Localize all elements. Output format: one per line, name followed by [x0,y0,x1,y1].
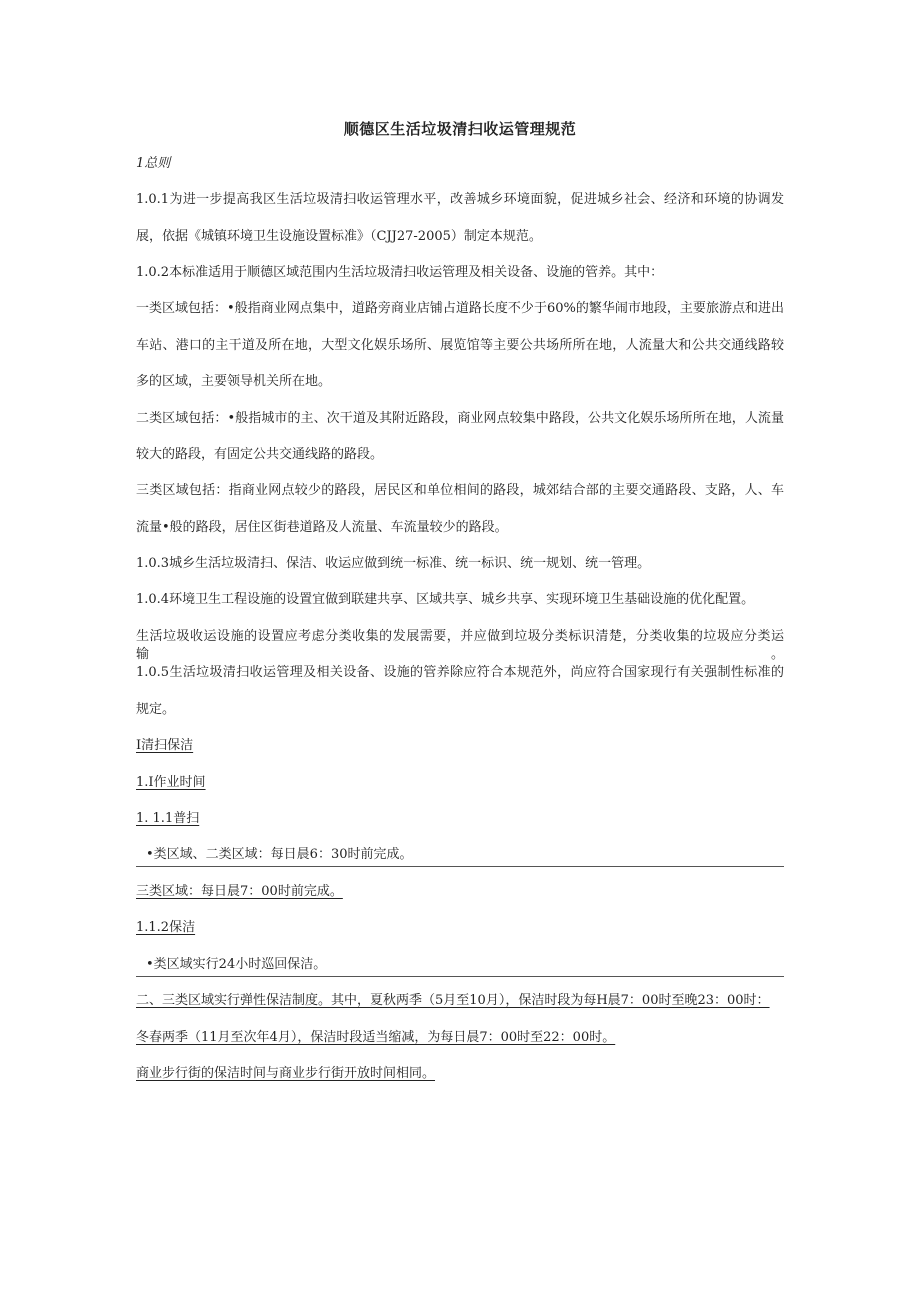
paragraph-line: 生活垃圾收运设施的设置应考虑分类收集的发展需要，并应做到垃圾分类标识清楚，分类收集的垃圾应分类运输。 [136,629,784,662]
paragraph-line: 商业步行街的保洁时间与商业步行街开放时间相同。 [136,1066,436,1081]
paragraph-line: •类区域、二类区域：每日晨6：30时前完成。 [146,847,413,862]
subsection-heading-work-time: 1.I作业时间 [136,775,206,790]
paragraph-line: 流量•般的路段，居住区街巷道路及人流量、车流量较少的路段。 [136,520,508,535]
paragraph-line: 多的区域，主要领导机关所在地。 [136,374,332,389]
underline-rule [136,866,784,867]
paragraph-line: 1.0.2本标准适用于顺德区域范围内生活垃圾清扫收运管理及相关设备、设施的管养。其中： [136,265,664,280]
paragraph-line: 三类区域：每日晨7：00时前完成。 [136,884,343,899]
paragraph-line: 规定。 [136,702,176,717]
paragraph-line: 展，依据《城镇环境卫生设施设置标准》（CJJ27-2005）制定本规范。 [136,229,542,244]
paragraph-line: 车站、港口的主干道及所在地，大型文化娱乐场所、展览馆等主要公共场所所在地，人流量大和公共交通线路较 [136,338,784,353]
document-title: 顺德区生活垃圾清扫收运管理规范 [343,120,577,138]
paragraph-line: 一类区域包括：•般指商业网点集中，道路旁商业店铺占道路长度不少于60%的繁华闹市地段，主要旅游点和进出 [136,301,784,316]
underline-rule [136,976,784,977]
subsection-heading-cleaning: 1.1.2保洁 [136,920,196,935]
section-heading-cleaning: I清扫保洁 [136,738,194,753]
paragraph-line: 较大的路段，有固定公共交通线路的路段。 [136,447,384,462]
paragraph-line: 二、三类区域实行弹性保洁制度。其中，夏秋两季（5月至10月），保洁时段为每H晨7：00时至晚23：00时： [136,993,770,1008]
paragraph-line: •类区域实行24小时巡回保洁。 [146,957,327,972]
paragraph-line: 1.0.3城乡生活垃圾清扫、保洁、收运应做到统一标准、统一标识、统一规划、统一管理。 [136,556,651,571]
paragraph-line: 1.0.5生活垃圾清扫收运管理及相关设备、设施的管养除应符合本规范外，尚应符合国家现行有关强制性标准的 [136,665,784,680]
section-heading-general: 1总则 [136,156,171,171]
paragraph-line: 二类区域包括：•般指城市的主、次干道及其附近路段，商业网点较集中路段，公共文化娱乐场所所在地，人流量 [136,411,784,426]
subsection-heading-sweeping: 1. 1.1普扫 [136,811,200,826]
paragraph-line: 三类区域包括：指商业网点较少的路段，居民区和单位相间的路段，城郊结合部的主要交通路段、支路，人、车 [136,483,784,498]
paragraph-line: 冬春两季（11月至次年4月），保洁时段适当缩减，为每日晨7：00时至22：00时。 [136,1030,616,1045]
paragraph-line: 1.0.1为进一步提高我区生活垃圾清扫收运管理水平，改善城乡环境面貌，促进城乡社会、经济和环境的协调发 [136,192,784,207]
paragraph-line: 1.0.4环境卫生工程设施的设置宜做到联建共享、区域共享、城乡共享、实现环境卫生基础设施的优化配置。 [136,592,755,607]
